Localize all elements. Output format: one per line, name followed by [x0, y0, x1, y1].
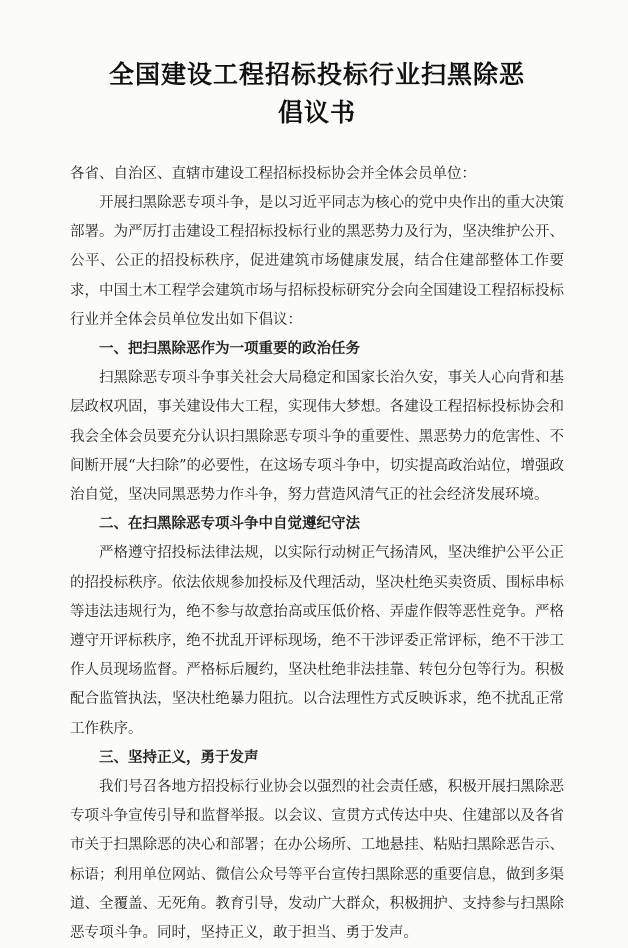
section-body-1: 扫黑除恶专项斗争事关社会大局稳定和国家长治久安，事关人心向背和基层政权巩固，事关建设伟大工程，实现伟大梦想。各建设工程招标投标协会和我会全体会员要充分认识扫黑除恶专项斗争的重要性、黑恶势力的危害性、不间断开展“大扫除”的必要性，在这场专项斗争中，切实提高政治站位，增强政治自觉，坚决同黑恶势力作斗争，努力营造风清气正的社会经济发展环境。 [70, 370, 564, 504]
title-line-2: 倡议书 [277, 98, 356, 127]
title-line-1: 全国建设工程招标投标行业扫黑除恶 [108, 60, 525, 89]
section-heading-1: 一、把扫黑除恶作为一项重要的政治任务 [99, 341, 360, 358]
salutation: 各省、自治区、直辖市建设工程招标投标协会并全体会员单位： [70, 166, 476, 182]
section-body-2: 严格遵守招投标法律法规，以实际行动树正气扬清风，坚决维护公平公正的招投标秩序。依法依规参加投标及代理活动，坚决杜绝买卖资质、围标串标等违法违规行为，绝不参与故意抬高或压低价格、弄虚作假等恶性竞争。严格遵守开评标秩序，绝不扰乱开评标现场，绝不干涉评委正常评标，绝不干涉工作人员现场监督。严格标后履约，坚决杜绝非法挂靠、转包分包等行为。积极配合监管执法，坚决杜绝暴力阻抗。以合法理性方式反映诉求，绝不扰乱正常工作秩序。 [70, 545, 564, 737]
section-heading-3: 三、坚持正义，勇于发声 [99, 749, 259, 766]
section-body-3: 我们号召各地方招投标行业协会以强烈的社会责任感，积极开展扫黑除恶专项斗争宣传引导和监督举报。以会议、宣贯方式传达中央、住建部以及各省市关于扫黑除恶的决心和部署；在办公场所、工地悬挂、粘贴扫黑除恶告示、标语；利用单位网站、微信公众号等平台宣传扫黑除恶的重要信息，做到多渠道、全覆盖、无死角。教育引导，发动广大群众，积极拥护、支持参与扫黑除恶专项斗争。同时，坚持正义，敢于担当、勇于发声。 [70, 779, 564, 942]
document-title [70, 0, 564, 132]
section-heading-2: 二、在扫黑除恶专项斗争中自觉遵纪守法 [99, 516, 360, 533]
intro-paragraph: 开展扫黑除恶专项斗争，是以习近平同志为核心的党中央作出的重大决策部署。为严厉打击建设工程招标投标行业的黑恶势力及行为，坚决维护公开、公平、公正的招投标秩序，促进建筑市场健康发展，结合住建部整体工作要求，中国土木工程学会建筑市场与招标投标研究分会向全国建设工程招标投标行业并全体会员单位发出如下倡议： [70, 195, 564, 328]
